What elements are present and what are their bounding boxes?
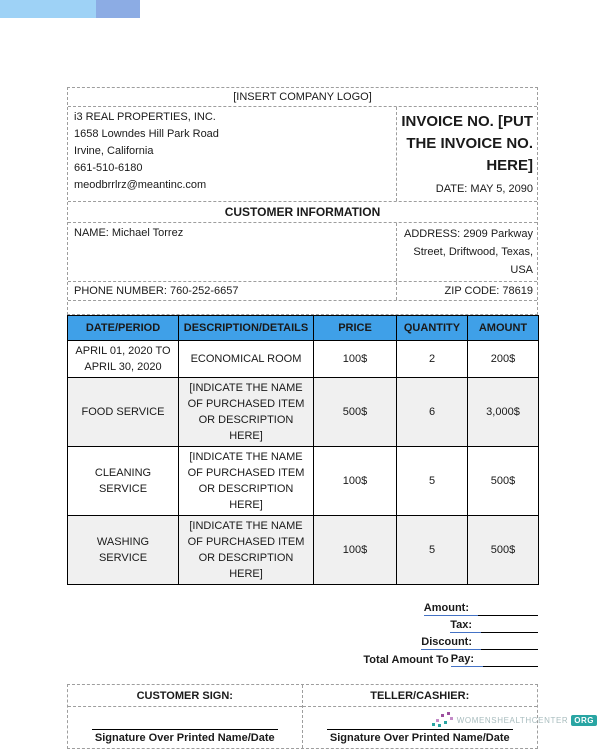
header-bar-dark-segment (96, 0, 140, 18)
cell-price: 100$ (314, 341, 397, 378)
brand-logo-icon (430, 711, 454, 729)
brand-dot (432, 723, 435, 726)
invoice-date: DATE: MAY 5, 2090 (435, 183, 533, 195)
customer-information-title: CUSTOMER INFORMATION (68, 202, 537, 223)
cell-amount: 3,000$ (468, 378, 539, 447)
total-amount-line (67, 650, 538, 667)
cell-amount: 500$ (468, 516, 539, 585)
header-price: PRICE (314, 316, 397, 341)
cell-period: FOOD SERVICE (68, 378, 179, 447)
cell-period: WASHING SERVICE (68, 516, 179, 585)
customer-phone: PHONE NUMBER: 760-252-6657 (68, 282, 397, 300)
discount-line (67, 633, 538, 650)
brand-org-badge: ORG (571, 715, 597, 726)
customer-name: NAME: Michael Torrez (68, 223, 397, 281)
invoice-info-table (67, 87, 538, 315)
tax-blank-stub (472, 619, 481, 633)
total-blank-stub (474, 653, 483, 667)
cell-price: 500$ (314, 378, 397, 447)
items-table (67, 315, 539, 585)
amount-fill-line (478, 602, 538, 616)
discount-fill-line (481, 636, 538, 650)
brand-dot (450, 717, 453, 720)
totals-section (67, 599, 538, 667)
customer-phone-zip-row (68, 282, 537, 301)
cell-description: ECONOMICAL ROOM (179, 341, 314, 378)
cell-quantity: 5 (397, 447, 468, 516)
company-email: meodbrrlrz@meantinc.com (74, 179, 207, 191)
table-row (68, 378, 539, 447)
amount-blank-stub (469, 602, 478, 616)
header-bar-light-segment (0, 0, 96, 18)
customer-sign-cell (68, 685, 303, 748)
items-table-header-row (68, 316, 539, 341)
company-logo-placeholder: [INSERT COMPANY LOGO] (68, 88, 537, 107)
table-row (68, 447, 539, 516)
tax-line (67, 616, 538, 633)
cell-price: 100$ (314, 447, 397, 516)
brand-dot (444, 721, 447, 724)
company-invoice-row (68, 107, 537, 202)
company-phone: 661-510-6180 (74, 162, 143, 174)
cell-description: [INDICATE THE NAME OF PURCHASED ITEM OR DESCRIPTION HERE] (179, 516, 314, 585)
tax-fill-line (481, 619, 538, 633)
company-city: Irvine, California (74, 145, 154, 157)
header-description: DESCRIPTION/DETAILS (179, 316, 314, 341)
invoice-number-cell (397, 107, 537, 201)
total-amount-label-prefix: Total Amount To (363, 654, 449, 666)
invoice-document (67, 87, 538, 749)
brand-dot (441, 714, 444, 717)
cell-period: APRIL 01, 2020 TO APRIL 30, 2020 (68, 341, 179, 378)
total-amount-pay-label: Pay: (450, 653, 474, 665)
company-name: i3 REAL PROPERTIES, INC. (74, 111, 216, 123)
brand-dot (447, 712, 450, 715)
invoice-number: INVOICE NO. [PUT THE INVOICE NO. HERE] (401, 113, 533, 174)
company-info-cell (68, 107, 397, 201)
table-row (68, 516, 539, 585)
cell-amount: 200$ (468, 341, 539, 378)
brand-wordmark: WOMENSHEALTHCENTER (456, 715, 569, 725)
customer-signature-area (68, 707, 302, 748)
spacer-row (68, 301, 537, 314)
amount-line (67, 599, 538, 616)
customer-signature-caption: Signature Over Printed Name/Date (92, 729, 278, 744)
cell-quantity: 6 (397, 378, 468, 447)
customer-address: ADDRESS: 2909 Parkway Street, Driftwood, Texas, USA (404, 228, 533, 276)
discount-label: Discount: (421, 636, 472, 648)
teller-signature-caption: Signature Over Printed Name/Date (327, 729, 513, 744)
total-fill-line (483, 653, 538, 667)
customer-sign-label: CUSTOMER SIGN: (68, 685, 302, 707)
header-quantity: QUANTITY (397, 316, 468, 341)
discount-blank-stub (472, 636, 481, 650)
amount-label: Amount: (423, 602, 469, 614)
teller-cashier-label: TELLER/CASHIER: (303, 685, 538, 707)
cell-period: CLEANING SERVICE (68, 447, 179, 516)
cell-description: [INDICATE THE NAME OF PURCHASED ITEM OR DESCRIPTION HERE] (179, 447, 314, 516)
brand-dot (436, 719, 439, 722)
customer-zip: ZIP CODE: 78619 (444, 285, 533, 297)
header-amount: AMOUNT (468, 316, 539, 341)
cell-description: [INDICATE THE NAME OF PURCHASED ITEM OR DESCRIPTION HERE] (179, 378, 314, 447)
cell-quantity: 5 (397, 516, 468, 585)
brand-dot (438, 724, 441, 727)
page-header-bar (0, 0, 140, 18)
table-row (68, 341, 539, 378)
cell-amount: 500$ (468, 447, 539, 516)
cell-quantity: 2 (397, 341, 468, 378)
footer-brand (430, 710, 597, 730)
tax-label: Tax: (450, 619, 472, 631)
cell-price: 100$ (314, 516, 397, 585)
customer-name-address-row (68, 223, 537, 282)
header-date-period: DATE/PERIOD (68, 316, 179, 341)
company-street: 1658 Lowndes Hill Park Road (74, 128, 219, 140)
